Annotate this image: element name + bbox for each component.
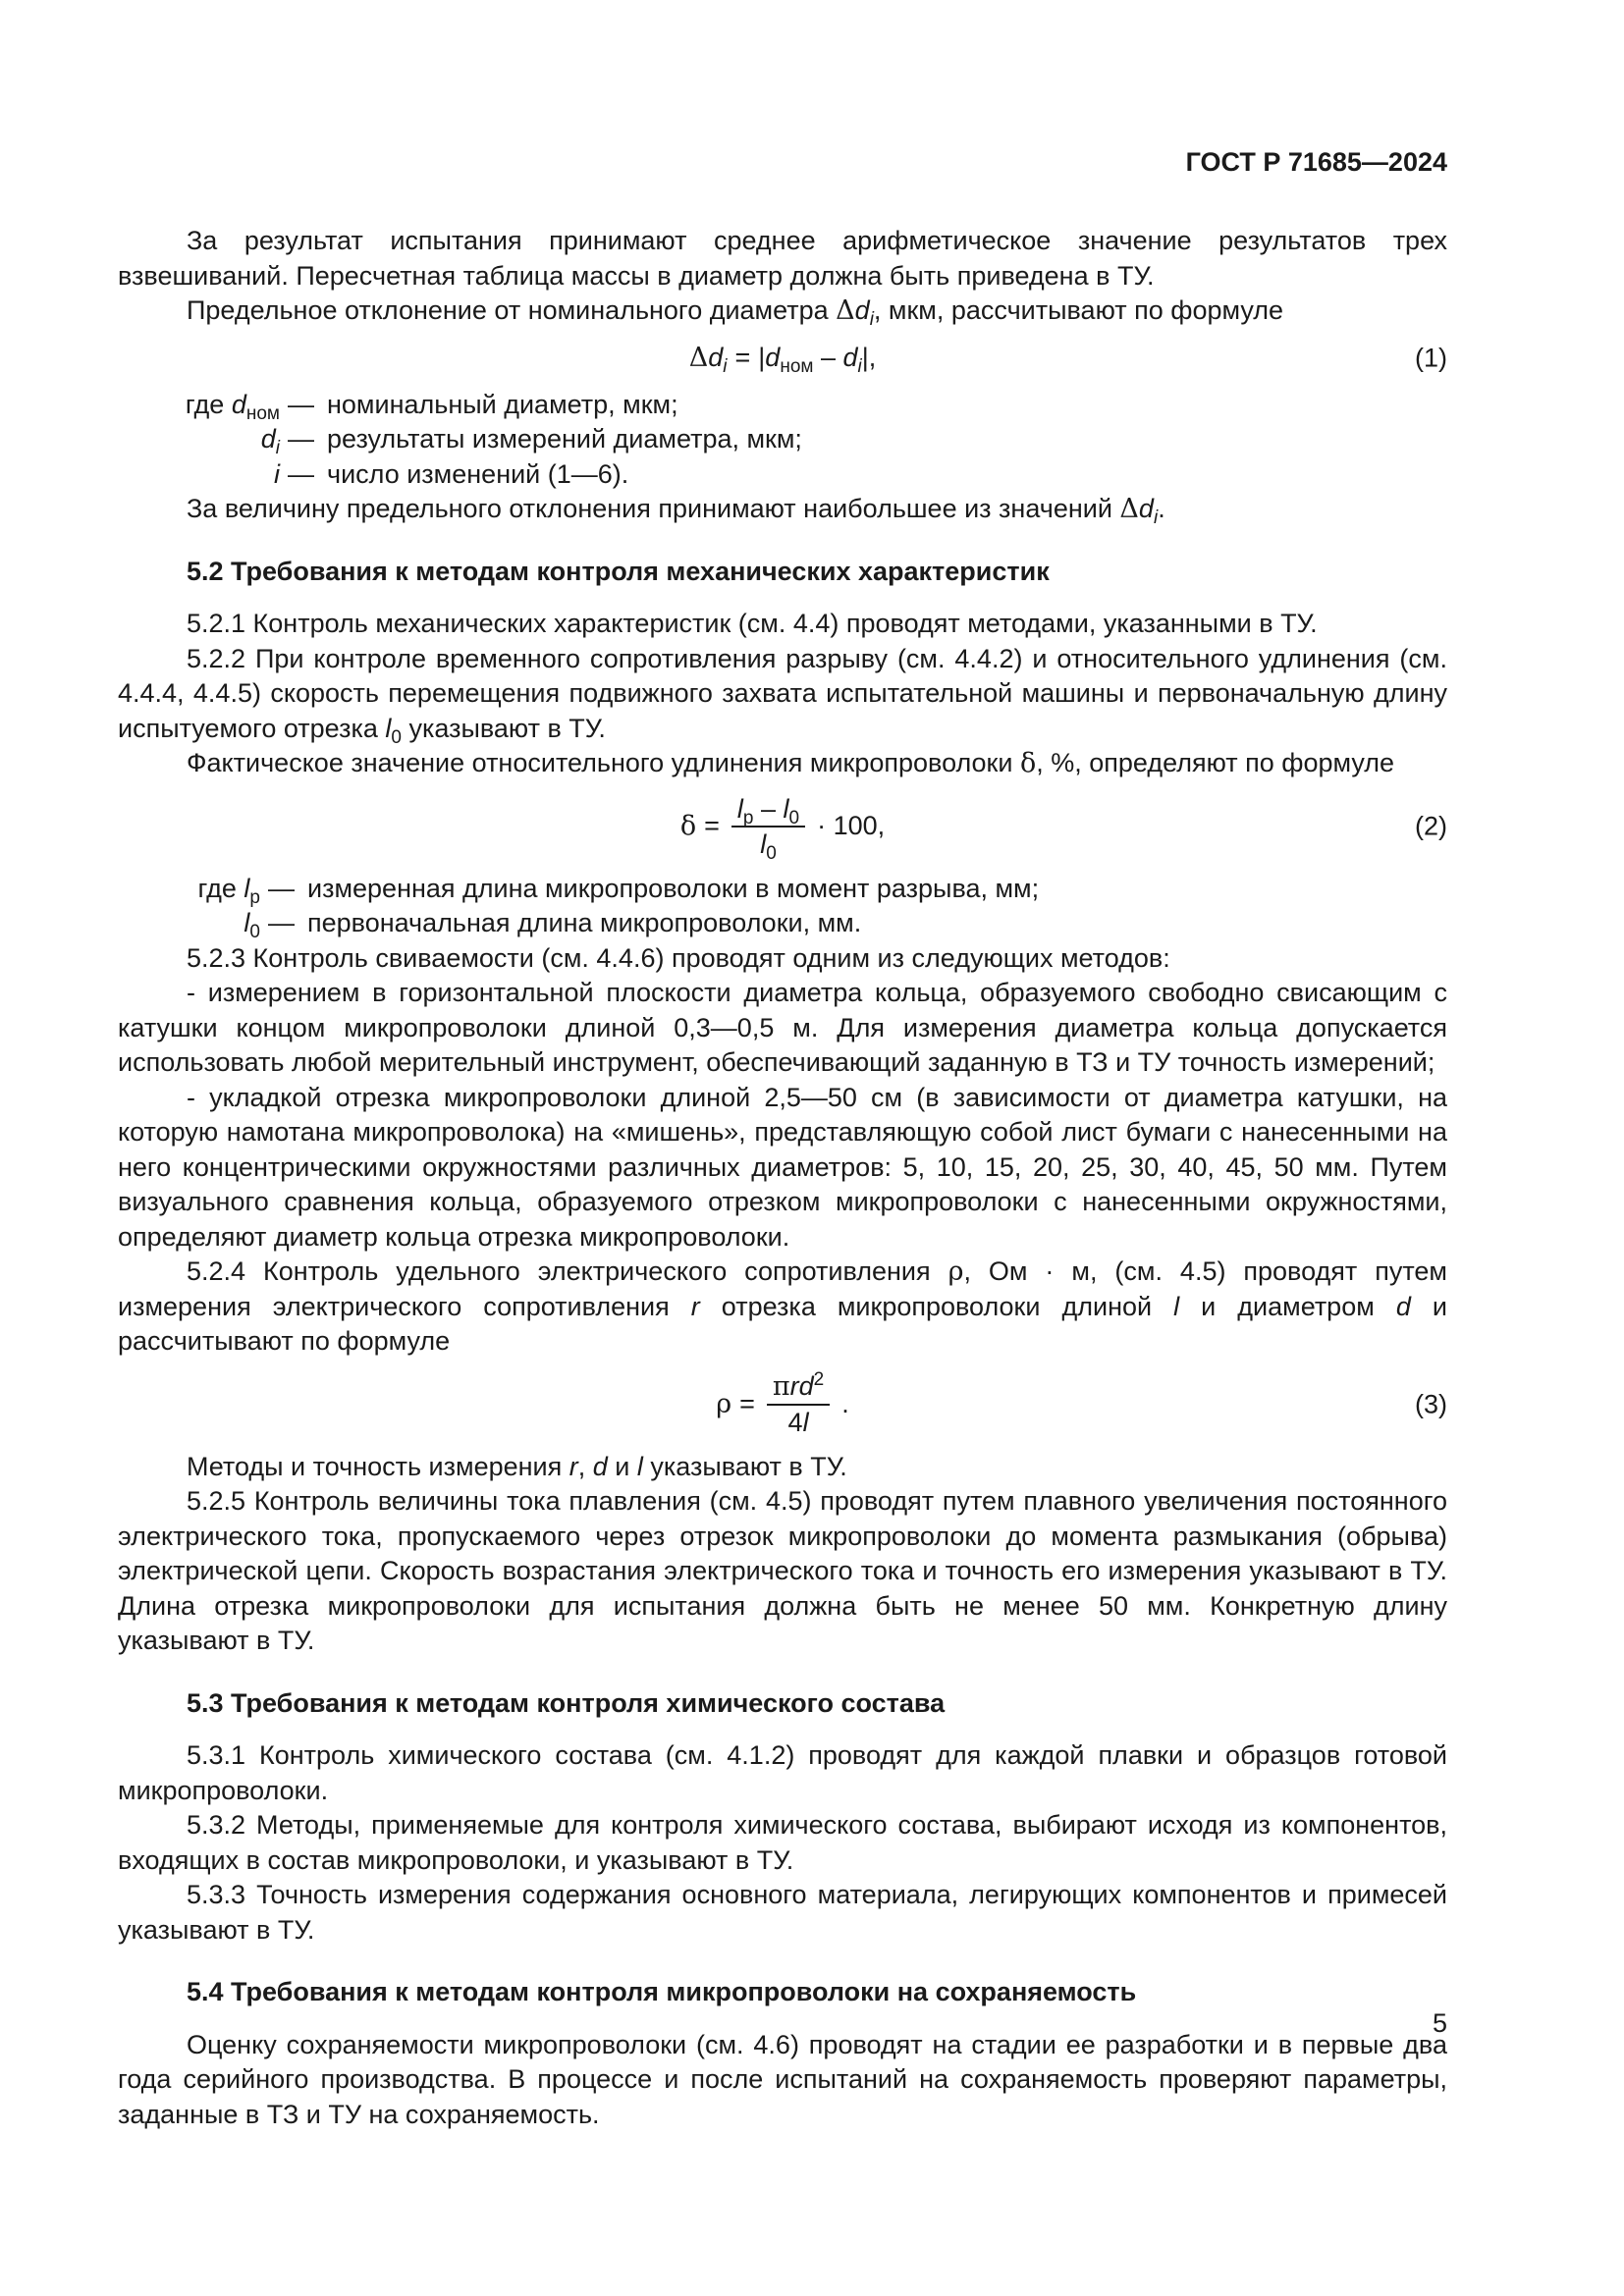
paragraph-deviation-intro: Предельное отклонение от номинального диаметра $\Delta d_i$, мкм, рассчитывают по формуле xyxy=(187,295,1284,330)
fraction: $\frac{l_р - l_0}{l_0}$ xyxy=(731,794,805,859)
formula-3: ρ = $\frac{\pi rd^2}{4l}$ . (3) xyxy=(716,1369,1447,1437)
formula-number: (1) xyxy=(1415,343,1447,372)
paragraph-5-2-3-method-a: - измерением в горизонтальной плоскости диаметра кольца, образуемого свободно свисающим с катушки концом микропроволоки длиной 0,3—0,5 м. Для измерения диаметра кольца допускается использовать любой мерительный инструмент, обеспечивающий заданную в ТЗ и ТУ точность измерений; xyxy=(118,978,1447,1077)
paragraph-5-2-2: 5.2.2 При контроле временного сопротивления разрыву (см. 4.4.2) и относительного удлинения (см. 4.4.4, 4.4.5) скорость перемещения подвижного захвата испытательной машины и первоначальную длину испытуемого отрезка $l_0$ указывают в ТУ. xyxy=(118,643,1447,748)
paragraph-result: За результат испытания принимают среднее арифметическое значение результатов трех взвешиваний. Пересчетная таблица массы в диаметр должна быть приведена в ТУ. xyxy=(118,226,1447,291)
where-row: $l_0$ — первоначальная длина микропроволоки, мм. xyxy=(244,908,862,942)
paragraph-5-2-5: 5.2.5 Контроль величины тока плавления (см. 4.5) проводят путем плавного увеличения постоянного электрического тока, пропускаемого через отрезок микропроволоки до момента размыкания (обрыва) электрической цепи. Скорость возрастания электрического тока и точность его измерения указывают в ТУ. Длина отрезка микропроволоки для испытания должна быть не менее 50 мм. Конкретную длину указывают в ТУ. xyxy=(118,1486,1447,1655)
section-heading-5-3: 5.3 Требования к методам контроля химического состава xyxy=(187,1687,946,1718)
where-row: где $l_р$ — измеренная длина микропроволоки в момент разрыва, мм; xyxy=(197,873,1040,908)
paragraph-elongation: Фактическое значение относительного удлинения микропроволоки δ, %, определяют по формуле xyxy=(187,748,1395,778)
formula-number: (2) xyxy=(1415,811,1447,840)
section-heading-5-2: 5.2 Требования к методам контроля механических характеристик xyxy=(187,556,1050,586)
formula-1: $\Delta d_i$ = $|d_{ном} - d_i|$, (1) xyxy=(688,343,1447,377)
section-heading-5-4: 5.4 Требования к методам контроля микропроволоки на сохраняемость xyxy=(187,1977,1137,2006)
paragraph-methods: Методы и точность измерения r, d и l указывают в ТУ. xyxy=(187,1451,847,1481)
paragraph-5-2-1: 5.2.1 Контроль механических характеристик (см. 4.4) проводят методами, указанными в ТУ. xyxy=(187,609,1318,638)
document-body xyxy=(118,224,1447,2132)
paragraph-5-3-2: 5.3.2 Методы, применяемые для контроля химического состава, выбирают исходя из компонентов, входящих в состав микропроволоки, и указывают в ТУ. xyxy=(118,1810,1447,1875)
paragraph-5-3-3: 5.3.3 Точность измерения содержания основного материала, легирующих компонентов и примесей указывают в ТУ. xyxy=(118,1880,1447,1945)
where-list-2 xyxy=(118,872,1447,941)
where-list-1 xyxy=(118,388,1447,493)
paragraph-5-3-1: 5.3.1 Контроль химического состава (см. 4.1.2) проводят для каждой плавки и образцов готовой микропроволоки. xyxy=(118,1740,1447,1805)
page-number: 5 xyxy=(1432,2008,1447,2038)
paragraph-5-2-4: 5.2.4 Контроль удельного электрического сопротивления ρ, Ом · м, (см. 4.5) проводят путем измерения электрического сопротивления r отрезка микропроволоки длиной l и диаметром d и рассчитывают по формуле xyxy=(118,1256,1447,1356)
formula-number: (3) xyxy=(1415,1389,1447,1418)
paragraph-5-2-3-method-b: - укладкой отрезка микропроволоки длиной 2,5—50 см (в зависимости от диаметра катушки, на которую намотана микропроволока) на «мишень», представляющую собой лист бумаги с нанесенными на него концентрическими окружностями различных диаметров: 5, 10, 15, 20, 25, 30, 40, 45, 50 мм. Путем визуального сравнения кольца, образуемого отрезком микропроволоки с нанесенными окружностями, определяют диаметр кольца отрезка микропроволоки. xyxy=(118,1082,1447,1252)
where-row: i — число изменений (1—6). xyxy=(274,458,629,489)
paragraph-max-deviation: За величину предельного отклонения принимают наибольшее из значений $\Delta d_i$. xyxy=(187,494,1165,528)
document-header: ГОСТ Р 71685—2024 xyxy=(1185,147,1447,177)
paragraph-5-2-3: 5.2.3 Контроль свиваемости (см. 4.4.6) проводят одним из следующих методов: xyxy=(187,942,1170,973)
paragraph-5-4: Оценку сохраняемости микропроволоки (см. 4.6) проводят на стадии ее разработки и в первые два года серийного производства. В процессе и после испытаний на сохраняемость проверяют параметры, заданные в ТЗ и ТУ на сохраняемость. xyxy=(118,2029,1447,2129)
fraction: $\frac{\pi rd^2}{4l}$ xyxy=(767,1371,830,1437)
where-row: $d_i$ — результаты измерений диаметра, мкм; xyxy=(260,424,802,458)
formula-2: δ = $\frac{l_р - l_0}{l_0}$ · 100, (2) xyxy=(679,793,1447,864)
where-row: где $d_{ном}$ — номинальный диаметр, мкм; xyxy=(185,389,678,424)
